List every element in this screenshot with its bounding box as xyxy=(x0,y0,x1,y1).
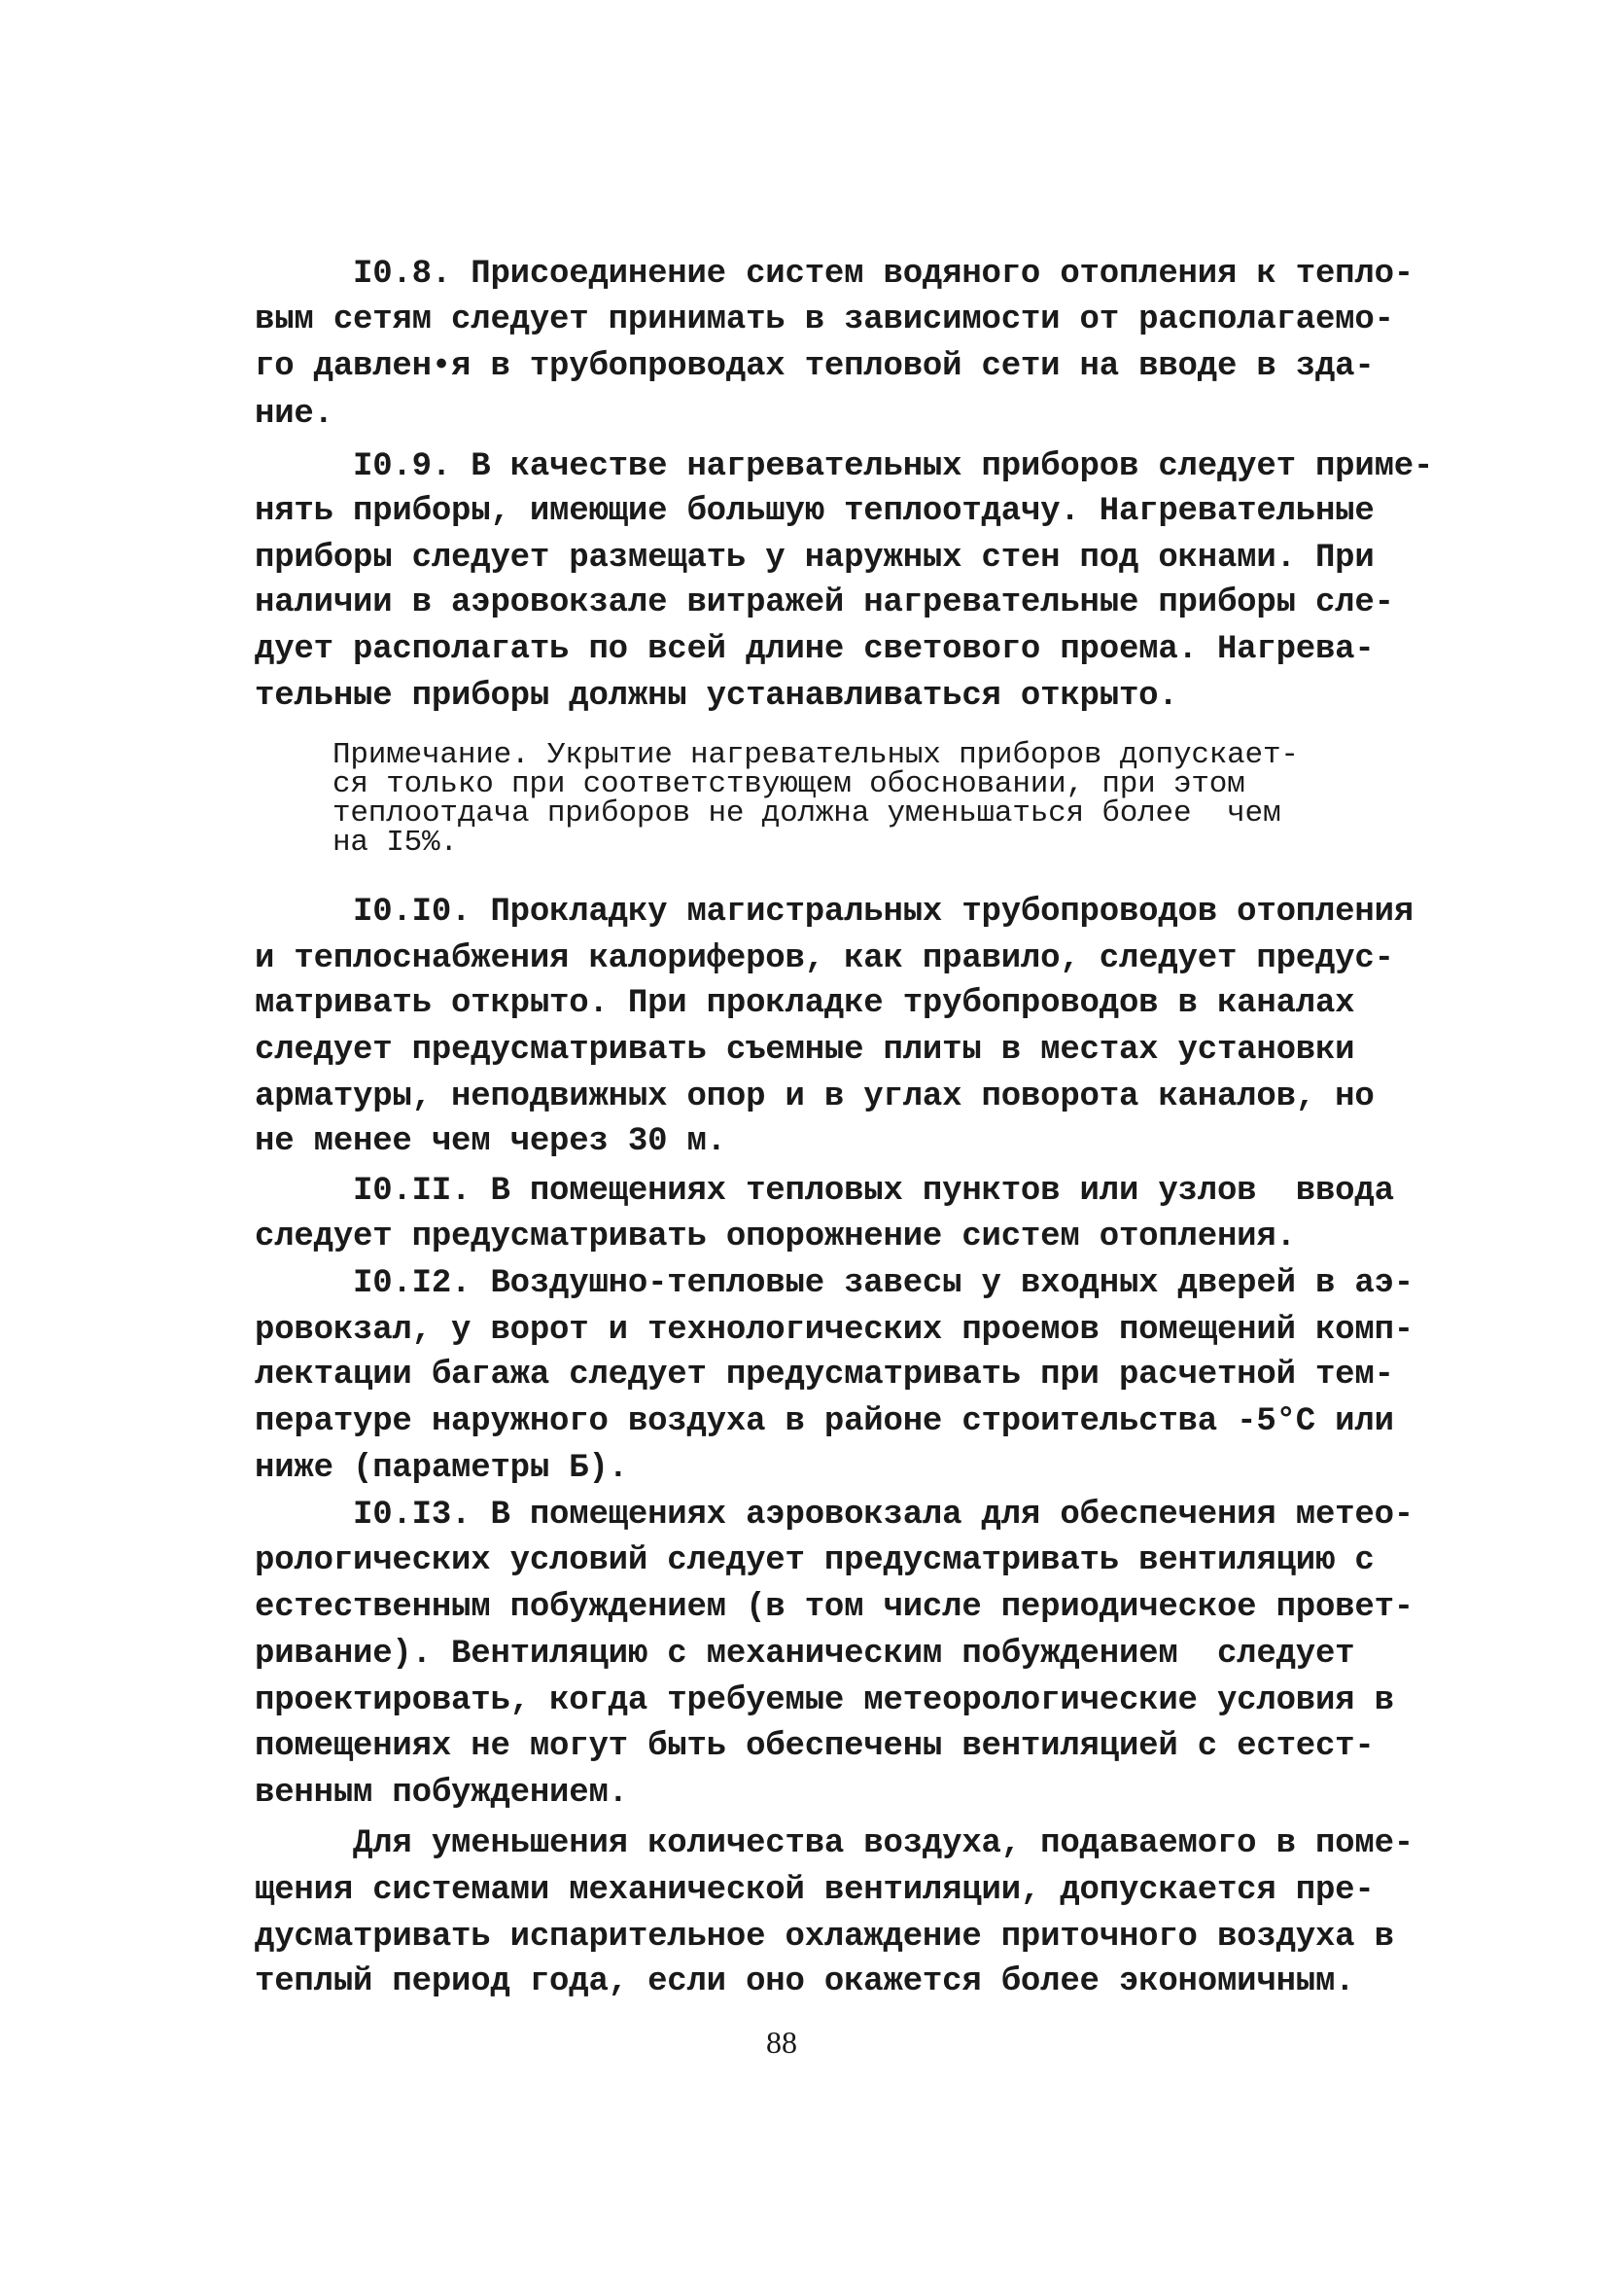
text-line: нять приборы, имеющие большую теплоотдачу. Нагревательные xyxy=(255,493,1375,530)
text-line: рологических условий следует предусматривать вентиляцию с xyxy=(255,1542,1375,1579)
text-line: лектации багажа следует предусматривать при расчетной тем- xyxy=(255,1357,1394,1394)
note-line: ся только при соответствующем обосновании, при этом xyxy=(332,767,1245,801)
text-line: Для уменьшения количества воздуха, подаваемого в поме- xyxy=(255,1825,1414,1862)
page-number: 88 xyxy=(766,2025,797,2060)
text-line: I0.II. В помещениях тепловых пунктов или узлов ввода xyxy=(255,1173,1394,1210)
text-line: арматуры, неподвижных опор и в углах поворота каналов, но xyxy=(255,1078,1375,1115)
text-line: следует предусматривать съемные плиты в местах установки xyxy=(255,1032,1355,1069)
text-line: I0.8. Присоединение систем водяного отопления к тепло- xyxy=(255,256,1414,293)
text-line: естественным побуждением (в том числе периодическое провет- xyxy=(255,1589,1414,1626)
text-line: матривать открыто. При прокладке трубопроводов в каналах xyxy=(255,985,1355,1022)
text-line: ниже (параметры Б). xyxy=(255,1450,628,1487)
text-line: тельные приборы должны устанавливаться открыто. xyxy=(255,678,1178,715)
text-line: помещениях не могут быть обеспечены вентиляцией с естест- xyxy=(255,1728,1375,1765)
text-line: не менее чем через 30 м. xyxy=(255,1123,726,1160)
text-line: ние. xyxy=(255,396,333,433)
text-line: венным побуждением. xyxy=(255,1775,628,1812)
note-line: Примечание. Укрытие нагревательных приборов допускает- xyxy=(332,738,1299,772)
note-line: теплоотдача приборов не должна уменьшаться более чем xyxy=(332,796,1281,830)
text-line: вым сетям следует принимать в зависимости от располагаемо- xyxy=(255,301,1394,338)
text-line: теплый период года, если оно окажется более экономичным. xyxy=(255,1963,1355,2000)
text-line: го давлен•я в трубопроводах тепловой сети на вводе в зда- xyxy=(255,348,1375,385)
text-line: следует предусматривать опорожнение систем отопления. xyxy=(255,1219,1296,1255)
note-line: на I5%. xyxy=(332,826,458,860)
text-line: I0.I0. Прокладку магистральных трубопроводов отопления xyxy=(255,894,1414,931)
text-line: и теплоснабжения калориферов, как правило, следует предус- xyxy=(255,940,1394,977)
text-line: ривание). Вентиляцию с механическим побуждением следует xyxy=(255,1636,1355,1673)
text-line: приборы следует размещать у наружных стен под окнами. При xyxy=(255,540,1375,577)
text-line: ровокзал, у ворот и технологических проемов помещений комп- xyxy=(255,1312,1414,1349)
text-line: I0.I3. В помещениях аэровокзала для обеспечения метео- xyxy=(255,1497,1414,1534)
text-line: проектировать, когда требуемые метеорологические условия в xyxy=(255,1682,1394,1719)
text-line: дусматривать испарительное охлаждение приточного воздуха в xyxy=(255,1919,1394,1956)
text-line: I0.I2. Воздушно-тепловые завесы у входных дверей в аэ- xyxy=(255,1265,1414,1302)
text-line: щения системами механической вентиляции, допускается пре- xyxy=(255,1872,1375,1909)
text-line: I0.9. В качестве нагревательных приборов следует приме- xyxy=(255,448,1434,485)
text-line: пературе наружного воздуха в районе строительства -5°С или xyxy=(255,1403,1394,1440)
text-line: дует располагать по всей длине светового проема. Нагрева- xyxy=(255,631,1375,668)
text-line: наличии в аэровокзале витражей нагревательные приборы сле- xyxy=(255,584,1394,621)
